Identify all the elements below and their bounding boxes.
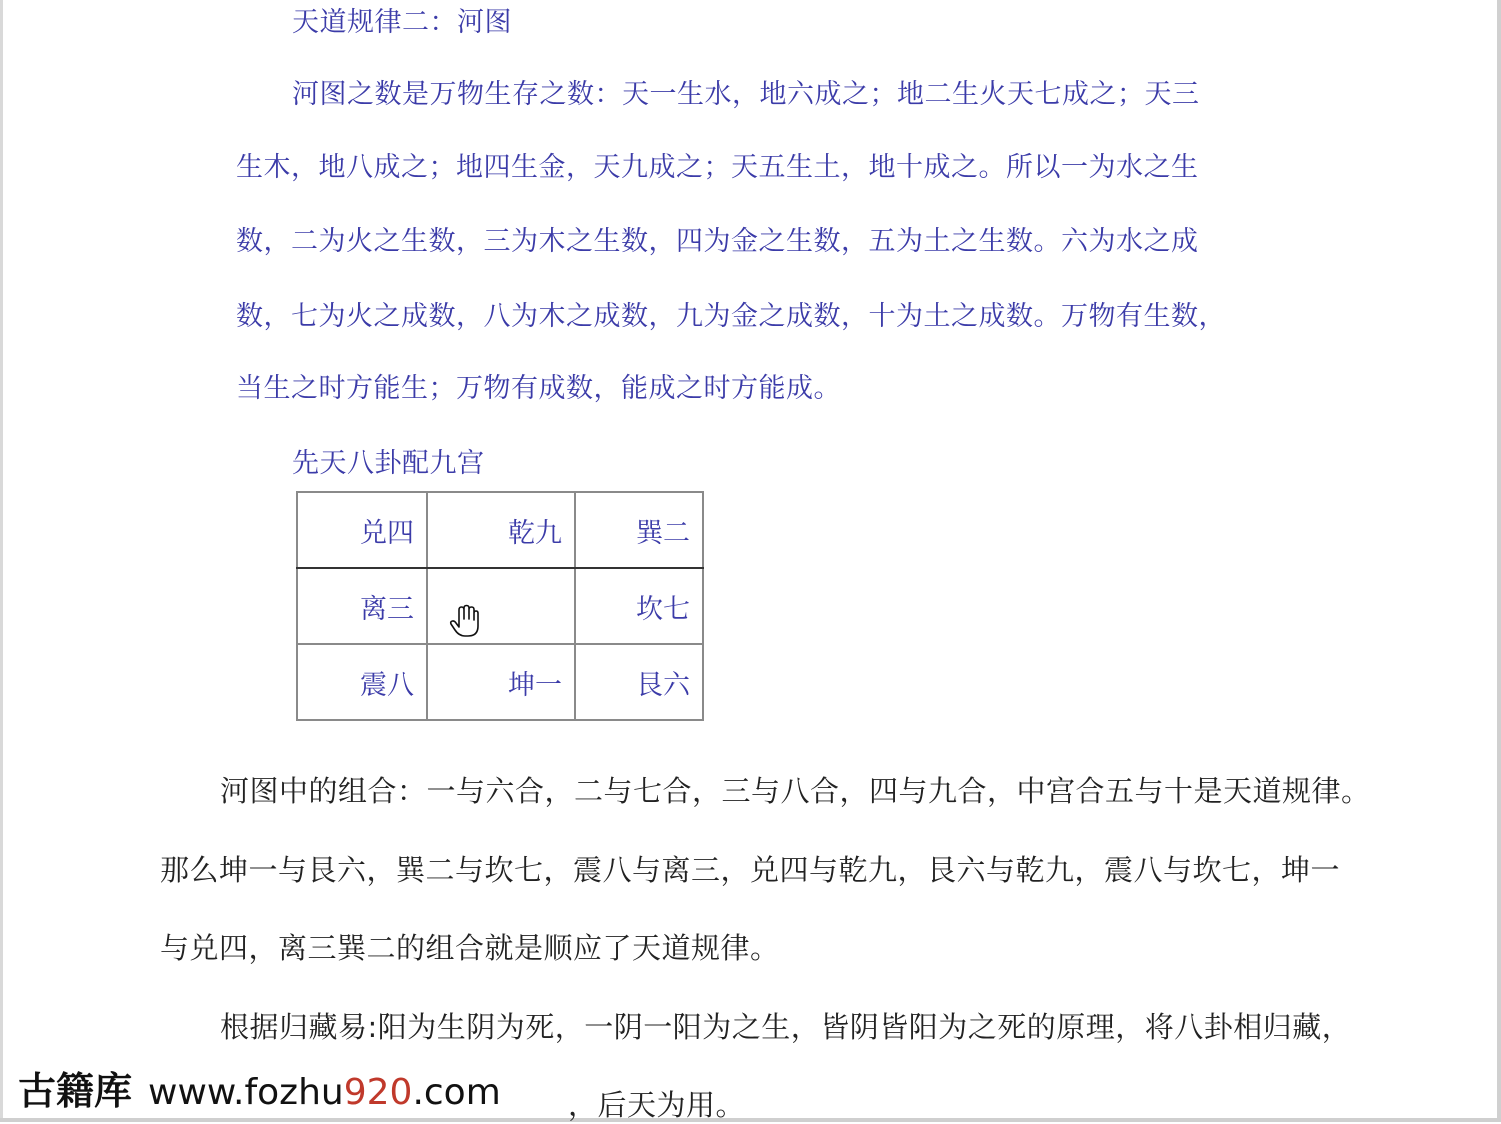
grid-row (297, 644, 703, 720)
grid-cell: 离三 (297, 568, 427, 644)
hetu-line-1: 河图之数是万物生存之数：天一生水，地六成之；地二生火天七成之；天三 (292, 79, 1200, 110)
guicang-line-1: 根据归藏易:阳为生阴为死，一阴一阳为之生，皆阴皆阳为之死的原理，将八卦相归藏， (220, 1010, 1352, 1044)
guicang-line-2: ，后天为用。 (568, 1088, 746, 1122)
combo-line-3: 与兑四，离三巽二的组合就是顺应了天道规律。 (160, 931, 780, 965)
nine-palace-grid (296, 491, 704, 721)
hand-cursor-icon (446, 602, 484, 640)
grid-cell: 坎七 (575, 568, 703, 644)
hetu-line-2: 生木，地八成之；地四生金，天九成之；天五生土，地十成之。所以一为水之生 (236, 152, 1199, 183)
grid-row (297, 568, 703, 644)
watermark (18, 1060, 501, 1115)
hetu-line-5: 当生之时方能生；万物有成数，能成之时方能成。 (236, 373, 841, 404)
section-heading: 天道规律二：河图 (292, 7, 512, 38)
grid-cell: 艮六 (575, 644, 703, 720)
grid-cell: 巽二 (575, 492, 703, 568)
grid-cell: 乾九 (427, 492, 575, 568)
combo-line-1: 河图中的组合：一与六合，二与七合，三与八合，四与九合，中宫合五与十是天道规律。 (220, 774, 1371, 808)
table-title: 先天八卦配九宫 (292, 448, 485, 479)
grid-cell: 兑四 (297, 492, 427, 568)
watermark-site: www.fozhu920.com (148, 1072, 501, 1113)
watermark-brand: 古籍库 (18, 1069, 133, 1113)
grid-cell: 坤一 (427, 644, 575, 720)
left-border (0, 0, 3, 1122)
hetu-line-3: 数，二为火之生数，三为木之生数，四为金之生数，五为土之生数。六为水之成 (236, 226, 1199, 257)
combo-line-2: 那么坤一与艮六，巽二与坎七，震八与离三，兑四与乾九，艮六与乾九，震八与坎七，坤一 (160, 853, 1341, 887)
right-border (1497, 0, 1501, 1122)
grid-row (297, 492, 703, 568)
bottom-border (0, 1118, 1501, 1122)
grid-cell: 震八 (297, 644, 427, 720)
hetu-line-4: 数，七为火之成数，八为木之成数，九为金之成数，十为土之成数。万物有生数， (236, 301, 1226, 332)
